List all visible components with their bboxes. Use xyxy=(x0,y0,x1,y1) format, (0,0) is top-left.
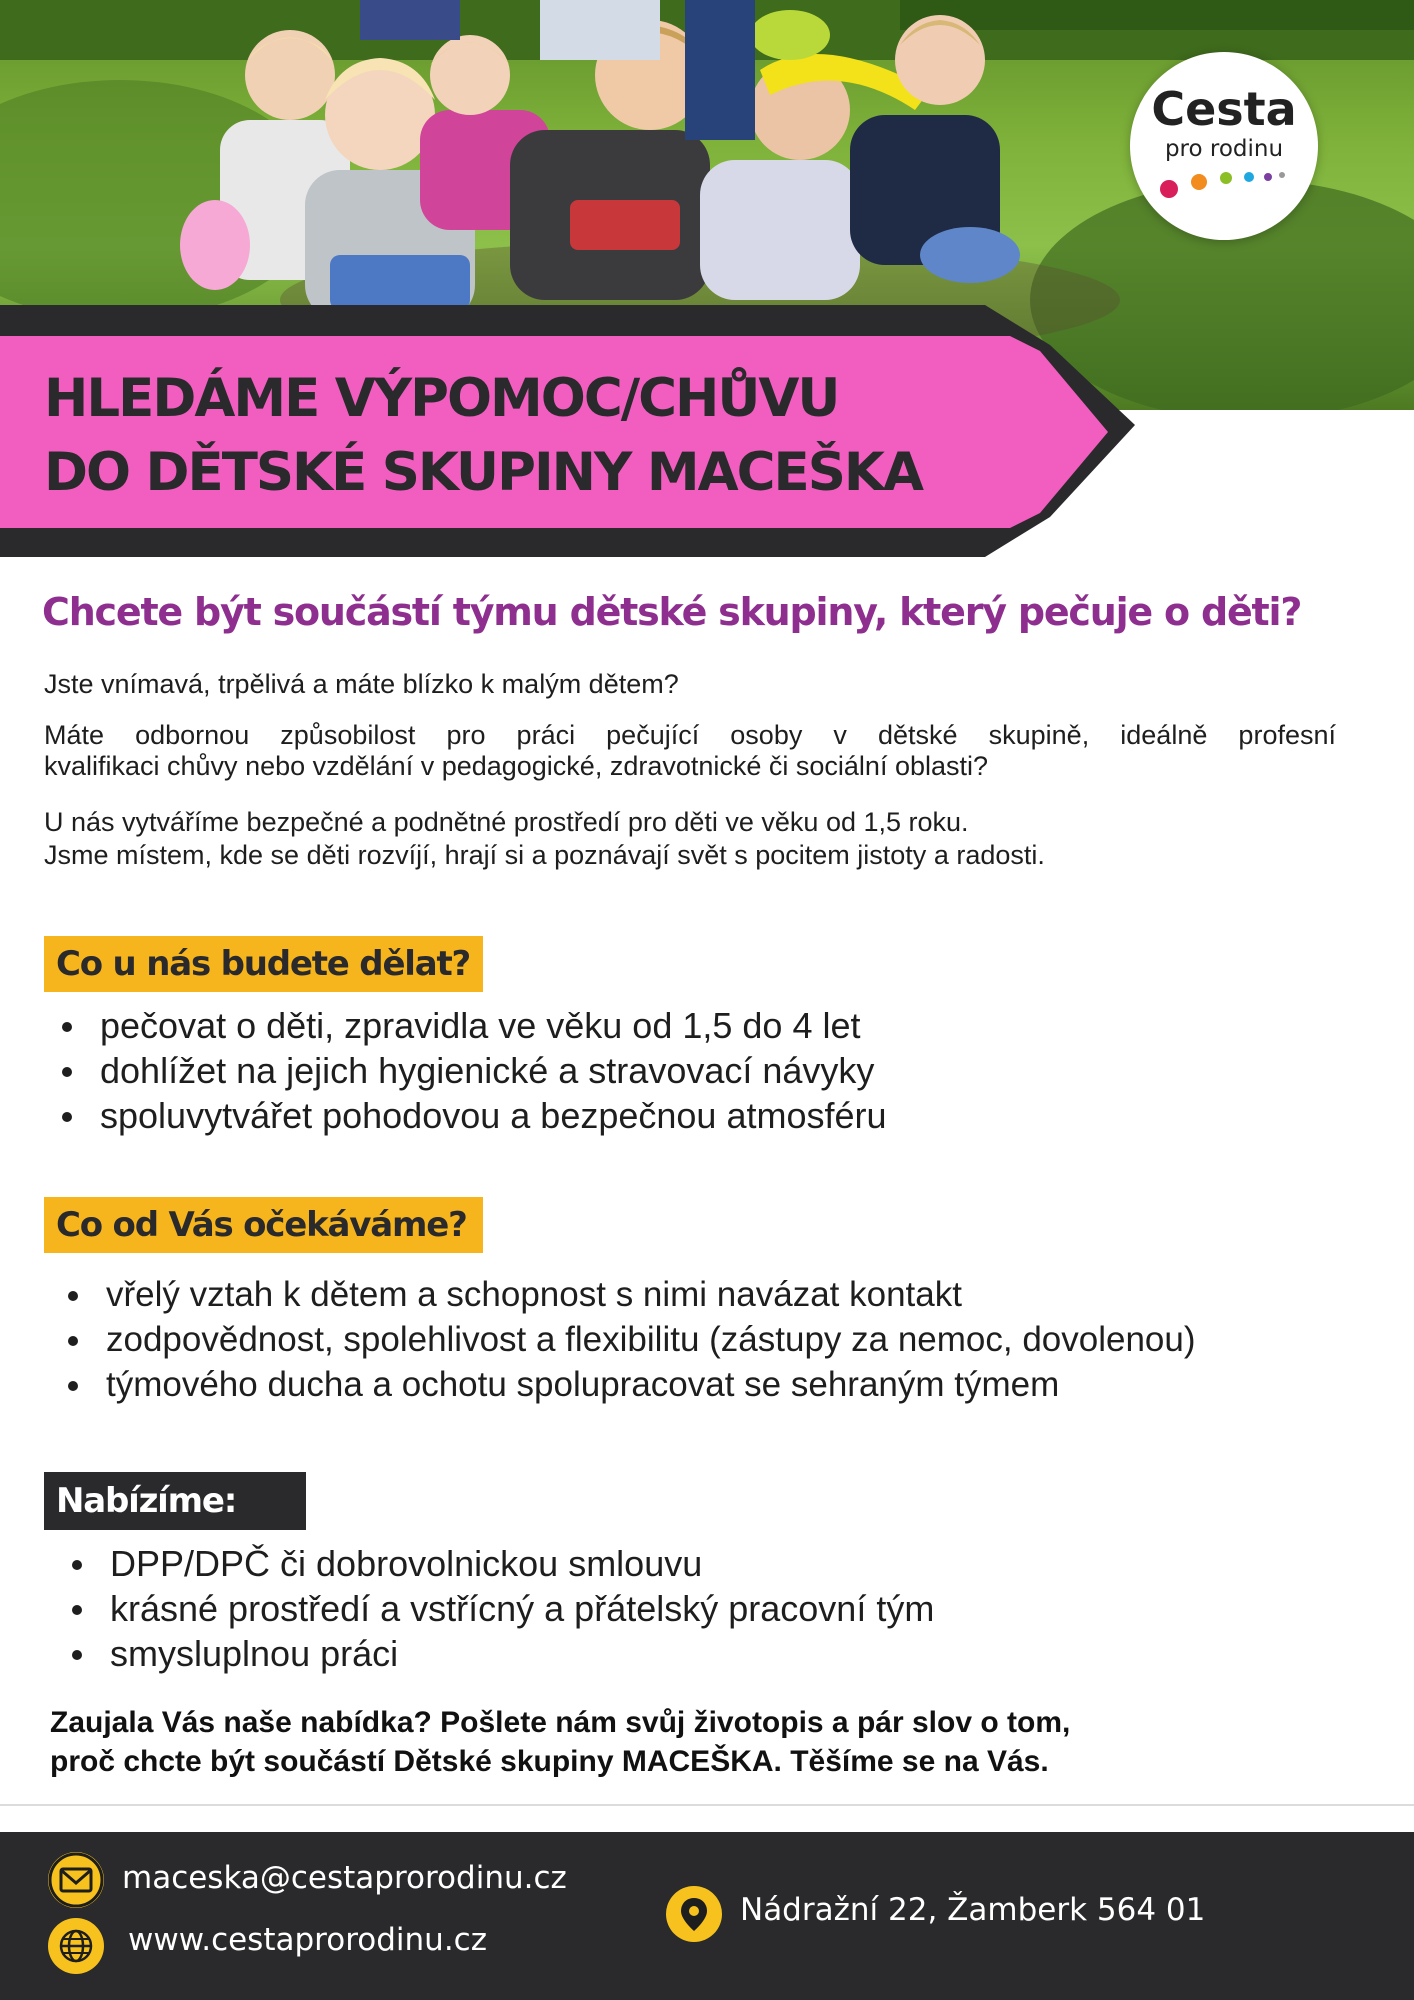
intro-paragraph-3 xyxy=(44,806,1344,872)
page-title xyxy=(44,362,922,510)
list-item: zodpovědnost, spolehlivost a flexibilitu (zástupy za nemoc, dovolenou) xyxy=(62,1317,1196,1362)
address-text: Nádražní 22, Žamberk 564 01 xyxy=(740,1892,1206,1928)
intro-paragraph-3-line2: Jsme místem, kde se děti rozvíjí, hrají si a poznávají svět s pocitem jistoty a radosti. xyxy=(44,840,1045,870)
logo-wordmark-line2: pro rodinu xyxy=(1164,136,1284,162)
expectations-list xyxy=(62,1272,1196,1407)
closing-line1: Zaujala Vás naše nabídka? Pošlete nám svůj životopis a pár slov o tom, xyxy=(50,1706,1071,1739)
closing-line2: proč chcte být součástí Dětské skupiny MACEŠKA. Těšíme se na Vás. xyxy=(50,1745,1049,1778)
tasks-list xyxy=(56,1003,887,1138)
logo-dots xyxy=(1160,166,1290,206)
mail-icon xyxy=(48,1852,104,1908)
list-item: pečovat o děti, zpravidla ve věku od 1,5 do 4 let xyxy=(56,1003,887,1048)
intro-paragraph-1: Jste vnímavá, trpělivá a máte blízko k malým dětem? xyxy=(44,669,679,699)
section-label-tasks: Co u nás budete dělat? xyxy=(44,936,483,992)
list-item: týmového ducha a ochotu spolupracovat se sehraným týmem xyxy=(62,1362,1196,1407)
page-title-line1: HLEDÁME VÝPOMOC/CHŮVU xyxy=(44,368,839,429)
page-title-line2: DO DĚTSKÉ SKUPINY MACEŠKA xyxy=(44,442,922,503)
contact-footer xyxy=(0,1832,1414,2000)
location-pin-icon xyxy=(666,1886,722,1942)
intro-heading: Chcete být součástí týmu dětské skupiny, který pečuje o děti? xyxy=(42,590,1302,634)
logo-wordmark-line1: Cesta xyxy=(1151,82,1297,136)
offer-list xyxy=(66,1541,934,1676)
intro-paragraph-2 xyxy=(44,720,1344,782)
divider xyxy=(0,1804,1414,1806)
website-link[interactable]: www.cestaprorodinu.cz xyxy=(128,1922,487,1958)
cesta-pro-rodinu-logo xyxy=(1130,52,1318,240)
email-link[interactable]: maceska@cestaprorodinu.cz xyxy=(122,1860,567,1896)
globe-icon xyxy=(48,1918,104,1974)
section-label-offer: Nabízíme: xyxy=(44,1472,306,1530)
intro-paragraph-2-line1: Máte odbornou způsobilost pro práci pečující osoby v dětské skupině, ideálně profesní xyxy=(44,720,1336,750)
list-item: DPP/DPČ či dobrovolnickou smlouvu xyxy=(66,1541,934,1586)
list-item: dohlížet na jejich hygienické a stravovací návyky xyxy=(56,1048,887,1093)
list-item: vřelý vztah k dětem a schopnost s nimi navázat kontakt xyxy=(62,1272,1196,1317)
closing-call-to-action xyxy=(50,1703,1070,1781)
intro-paragraph-2-line2: kvalifikaci chůvy nebo vzdělání v pedagogické, zdravotnické či sociální oblasti? xyxy=(44,751,989,781)
intro-paragraph-3-line1: U nás vytváříme bezpečné a podnětné prostředí pro děti ve věku od 1,5 roku. xyxy=(44,807,969,837)
list-item: spoluvytvářet pohodovou a bezpečnou atmosféru xyxy=(56,1093,887,1138)
section-label-expectations: Co od Vás očekáváme? xyxy=(44,1197,483,1253)
list-item: krásné prostředí a vstřícný a přátelský pracovní tým xyxy=(66,1586,934,1631)
list-item: smysluplnou práci xyxy=(66,1631,934,1676)
